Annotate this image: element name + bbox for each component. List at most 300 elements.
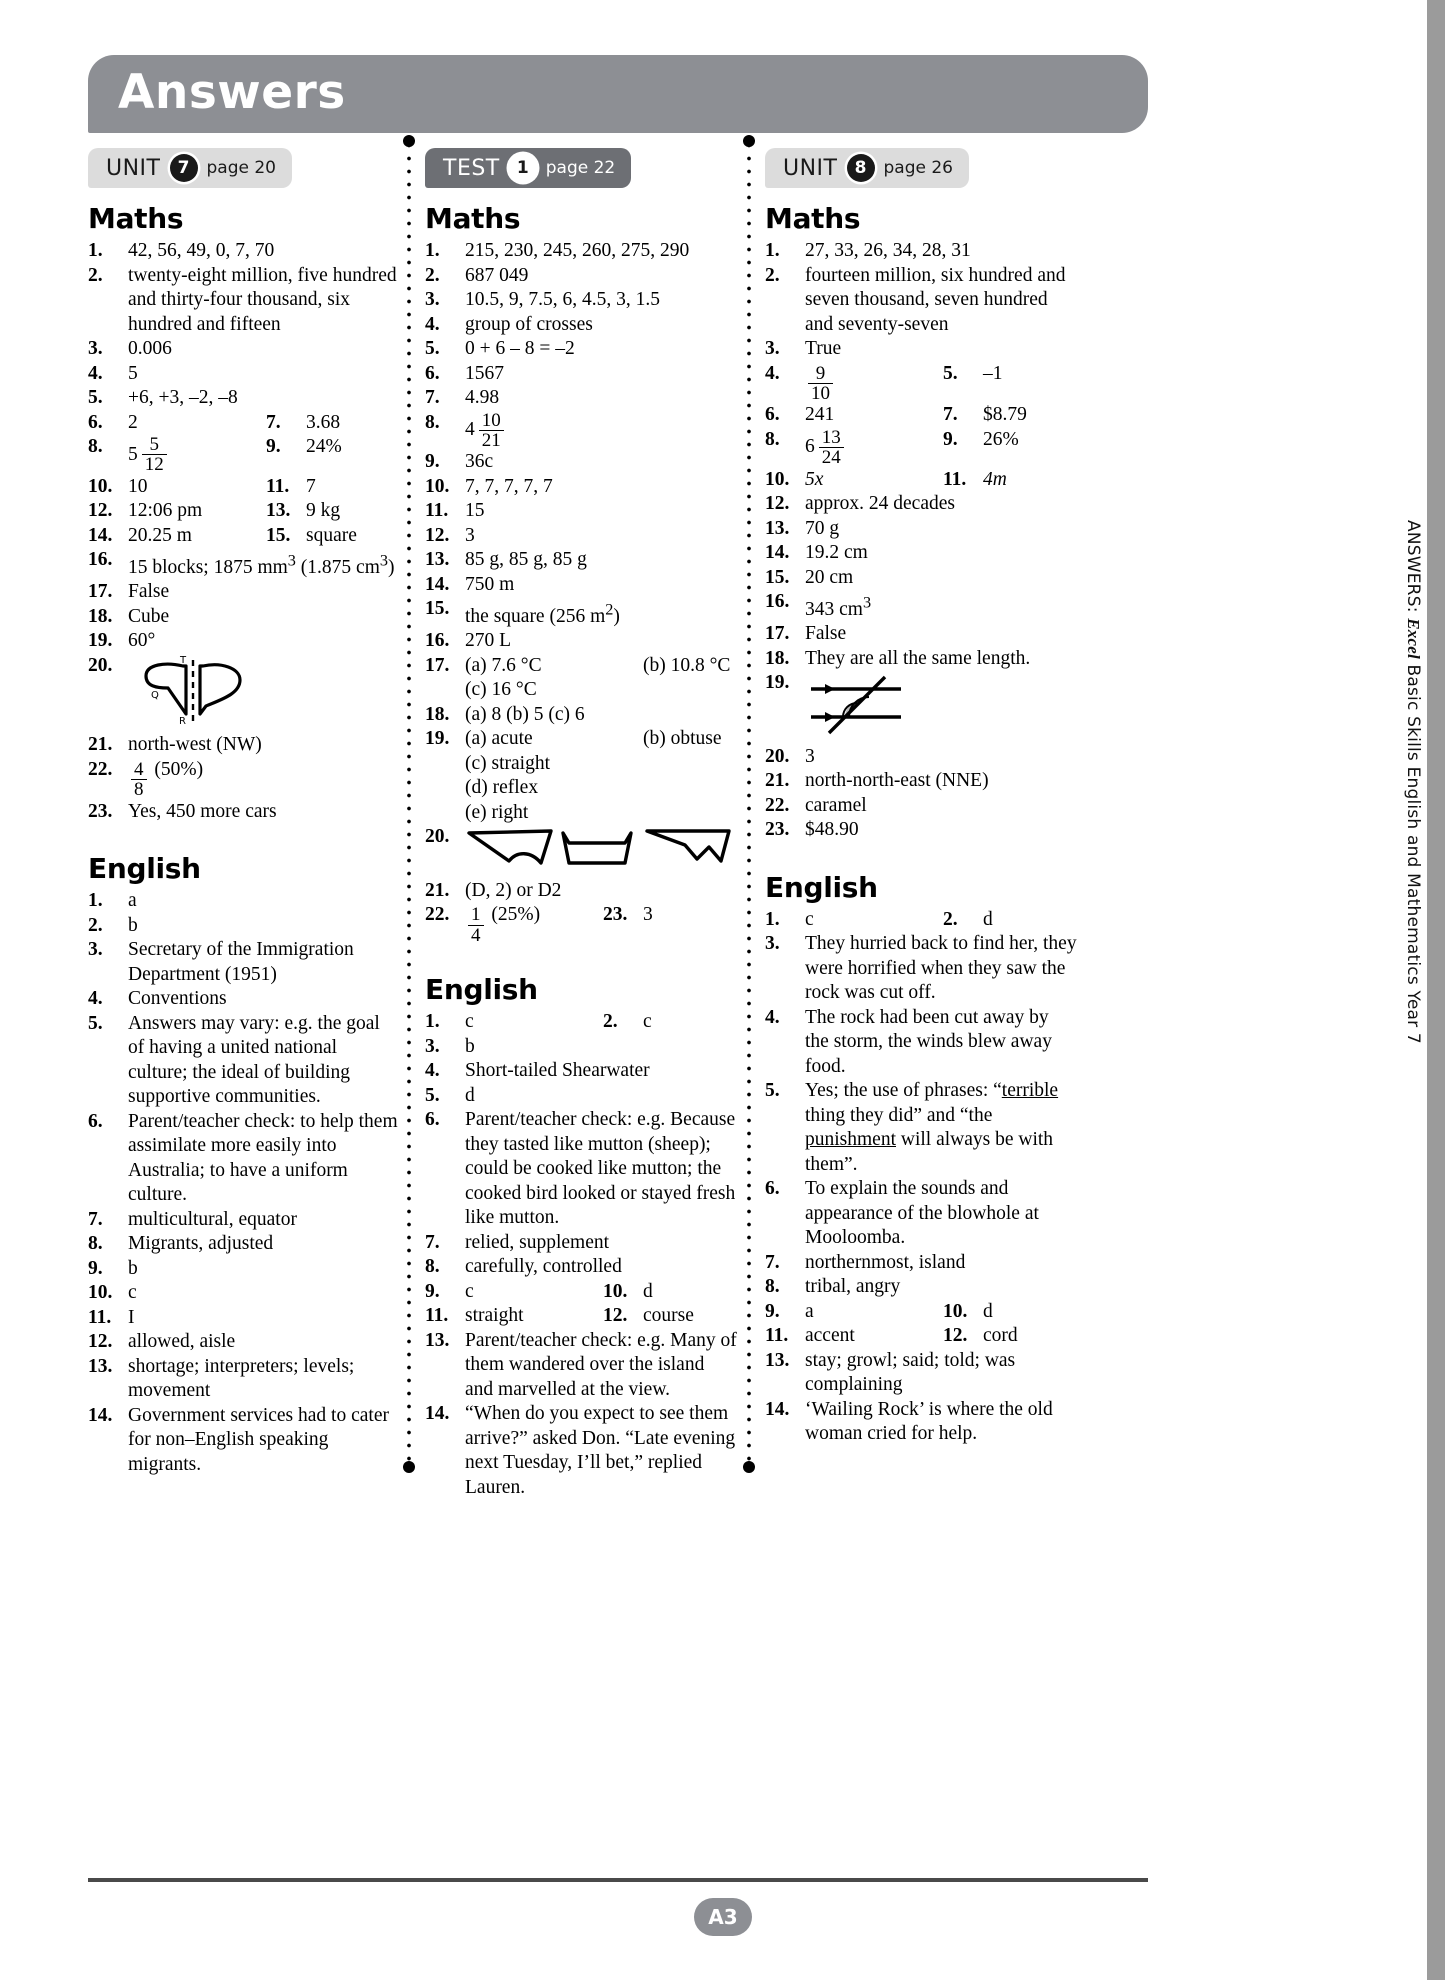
page-number-badge: A3 bbox=[694, 1898, 752, 1936]
answer-value bbox=[306, 435, 400, 460]
answer-row bbox=[765, 1275, 1077, 1300]
answer-number: 1. bbox=[88, 890, 103, 911]
sidebar-running-title bbox=[1387, 520, 1423, 1420]
answer-value bbox=[805, 590, 1077, 622]
answer-value bbox=[128, 1257, 400, 1282]
answer-text: Short-tailed Shearwater bbox=[465, 1060, 650, 1081]
answer-value bbox=[128, 1232, 400, 1257]
answer-value: (d) reflex bbox=[465, 777, 539, 799]
answer-number: 16. bbox=[765, 591, 790, 612]
answer-number: 23. bbox=[765, 819, 790, 840]
answer-value bbox=[805, 1251, 1077, 1276]
answer-value bbox=[465, 573, 737, 598]
answer-value bbox=[128, 1110, 400, 1208]
answer-text: False bbox=[805, 623, 847, 644]
answer-row bbox=[425, 1108, 737, 1231]
answer-value bbox=[128, 386, 400, 411]
answer-value bbox=[465, 1329, 737, 1403]
answer-value bbox=[465, 597, 737, 629]
answer-number: 12. bbox=[88, 500, 113, 522]
answer-row bbox=[425, 879, 737, 904]
answer-number: 3. bbox=[425, 1035, 440, 1057]
answer-number: 9. bbox=[943, 428, 958, 450]
answer-number: 6. bbox=[765, 404, 780, 426]
answer-value bbox=[465, 1108, 737, 1231]
answer-text: 9 kg bbox=[306, 500, 341, 522]
answer-row bbox=[425, 1402, 737, 1500]
answer-value bbox=[805, 264, 1077, 338]
answer-number: 13. bbox=[88, 1355, 113, 1377]
answer-text: 4.98 bbox=[465, 387, 500, 408]
answer-value bbox=[465, 288, 737, 313]
answer-value bbox=[465, 548, 737, 573]
answer-number: 15. bbox=[425, 598, 450, 620]
answer-text: c bbox=[465, 1011, 474, 1032]
answer-value bbox=[465, 362, 737, 387]
answer-row bbox=[88, 499, 400, 524]
answer-row bbox=[88, 239, 400, 264]
answer-row bbox=[765, 264, 1077, 338]
answer-number: 20. bbox=[425, 826, 450, 848]
answer-text: Answers may vary: e.g. the goal of having a united national culture; the ideal of building supportive communities. bbox=[128, 1012, 380, 1107]
answer-value bbox=[128, 1404, 400, 1478]
answer-row bbox=[425, 264, 737, 289]
answer-row bbox=[425, 1035, 737, 1060]
answer-number: 2. bbox=[88, 264, 103, 286]
answer-text: 20 cm bbox=[805, 566, 854, 588]
answer-text: carefully, controlled bbox=[465, 1256, 622, 1277]
answer-number: 3. bbox=[425, 289, 440, 310]
answer-number: 8. bbox=[88, 1233, 103, 1254]
answer-text: 5 bbox=[128, 362, 138, 384]
answer-value bbox=[128, 1281, 400, 1306]
answer-text: 3 bbox=[805, 745, 815, 767]
answer-row bbox=[765, 769, 1077, 794]
answer-row bbox=[765, 1251, 1077, 1276]
answer-text: (D, 2) or D2 bbox=[465, 879, 562, 901]
answer-value bbox=[306, 499, 400, 524]
answer-row bbox=[425, 629, 737, 654]
answer-value bbox=[805, 1324, 943, 1349]
answer-text: c bbox=[805, 908, 814, 930]
answer-row-continuation bbox=[425, 678, 737, 703]
answer-row bbox=[425, 825, 737, 879]
answer-value bbox=[983, 362, 1077, 387]
fraction-numerator: 5 bbox=[149, 434, 159, 455]
answer-value: (c) straight bbox=[465, 752, 551, 774]
answer-number: 1. bbox=[425, 240, 440, 261]
answer-text: 26% bbox=[983, 428, 1019, 450]
answer-text: 0.006 bbox=[128, 338, 172, 359]
answer-row bbox=[425, 499, 737, 524]
answer-value bbox=[128, 264, 400, 338]
answer-list-maths bbox=[425, 239, 737, 945]
answer-row bbox=[88, 629, 400, 654]
answer-value bbox=[643, 1280, 737, 1305]
answer-number: 20. bbox=[765, 745, 790, 767]
answer-text: 85 g, 85 g, 85 g bbox=[465, 549, 587, 571]
answer-value bbox=[128, 1306, 400, 1331]
answer-number: 17. bbox=[88, 581, 113, 603]
answer-value bbox=[128, 1208, 400, 1233]
answer-suffix: (25%) bbox=[491, 904, 541, 926]
answer-text: a bbox=[128, 890, 137, 911]
answer-row bbox=[88, 475, 400, 500]
answer-row bbox=[425, 313, 737, 338]
answer-value bbox=[128, 524, 266, 549]
answer-number: 11. bbox=[266, 475, 290, 497]
pill-page-reference: page 26 bbox=[883, 158, 953, 178]
answer-value bbox=[805, 428, 943, 468]
answer-number: 10. bbox=[88, 1282, 113, 1303]
pill-kind-label: UNIT bbox=[106, 155, 161, 181]
answer-row bbox=[88, 362, 400, 387]
answer-number: 5. bbox=[765, 1080, 780, 1101]
answer-text: (b) 10.8 °C bbox=[643, 654, 731, 676]
answer-value bbox=[465, 1402, 737, 1500]
answer-value bbox=[128, 733, 400, 758]
answer-number: 9. bbox=[266, 436, 281, 457]
answer-text: b bbox=[128, 914, 138, 936]
answer-row bbox=[88, 938, 400, 987]
answer-text: –1 bbox=[983, 362, 1003, 384]
subject-heading-maths: Maths bbox=[765, 202, 861, 235]
answer-text: northernmost, island bbox=[805, 1251, 966, 1273]
column-test-1 bbox=[425, 148, 737, 1500]
answer-value bbox=[805, 403, 943, 428]
answer-text: ‘Wailing Rock’ is where the old woman cried for help. bbox=[805, 1398, 1053, 1444]
answer-number: 4. bbox=[765, 1006, 780, 1028]
answer-text: north-north-east (NNE) bbox=[805, 770, 989, 791]
answer-text: 3 bbox=[465, 524, 475, 546]
answer-number: 14. bbox=[88, 524, 113, 546]
answer-number: 15. bbox=[266, 524, 291, 546]
fraction-denominator: 12 bbox=[142, 454, 167, 474]
answer-number: 12. bbox=[88, 1331, 113, 1352]
answer-row bbox=[88, 1404, 400, 1478]
answer-value bbox=[465, 654, 603, 679]
answer-value bbox=[465, 1280, 603, 1305]
answer-row bbox=[88, 654, 400, 734]
answer-text: 687 049 bbox=[465, 264, 529, 286]
answer-text: (a) 7.6 °C bbox=[465, 654, 542, 676]
answer-value bbox=[465, 1010, 603, 1035]
answer-number: 4. bbox=[88, 362, 103, 384]
answer-value bbox=[805, 517, 1077, 542]
answer-text: 15 bbox=[465, 500, 485, 522]
answer-number: 3. bbox=[765, 933, 780, 954]
answer-value bbox=[465, 1084, 737, 1109]
answer-number: 8. bbox=[425, 1256, 440, 1277]
answer-number: 10. bbox=[88, 475, 113, 497]
answer-text: +6, +3, –2, –8 bbox=[128, 387, 238, 408]
answer-number: 10. bbox=[603, 1280, 628, 1302]
answer-number: 15. bbox=[765, 566, 790, 588]
answer-text: 241 bbox=[805, 404, 835, 426]
answer-row-continuation bbox=[425, 752, 737, 777]
mixed-number bbox=[465, 905, 487, 945]
answer-value bbox=[805, 647, 1077, 672]
answer-value bbox=[465, 264, 737, 289]
answer-value bbox=[465, 239, 737, 264]
fraction-numerator: 13 bbox=[821, 426, 841, 448]
answer-row bbox=[88, 1355, 400, 1404]
answer-text: 270 L bbox=[465, 630, 512, 652]
answer-value bbox=[128, 889, 400, 914]
answer-value bbox=[128, 362, 400, 387]
answer-row bbox=[765, 622, 1077, 647]
answer-row bbox=[765, 1324, 1077, 1349]
answer-value bbox=[128, 435, 266, 475]
answer-value bbox=[805, 932, 1077, 1006]
mixed-number: 6 $\frac{13}{24}$ bbox=[805, 428, 847, 468]
answer-number: 11. bbox=[943, 468, 967, 490]
answer-value bbox=[983, 468, 1077, 493]
fraction-numerator: 1 bbox=[471, 904, 481, 926]
answer-text: c bbox=[643, 1011, 652, 1032]
answer-text: Secretary of the Immigration Department (1951) bbox=[128, 939, 354, 985]
quadrilateral-shapes-figure bbox=[465, 825, 733, 879]
answer-text: group of crosses bbox=[465, 313, 593, 335]
sidebar-emphasis: Excel bbox=[1404, 618, 1423, 659]
answer-text: Parent/teacher check: e.g. Because they tasted like mutton (sheep); could be cooked like mutton; the cooked bird looked or stayed fresh like mutton. bbox=[465, 1109, 736, 1228]
svg-text:T: T bbox=[180, 654, 187, 666]
answer-number: 22. bbox=[88, 758, 113, 780]
answer-value bbox=[465, 524, 737, 549]
page-title: Answers bbox=[118, 64, 346, 120]
pill-number-badge: 8 bbox=[847, 154, 875, 182]
answer-number: 14. bbox=[765, 1398, 790, 1420]
column-separator-2 bbox=[746, 139, 752, 1469]
answer-value bbox=[805, 1349, 1077, 1398]
answer-text: They hurried back to find her, they were horrified when they saw the rock was cut off. bbox=[805, 933, 1077, 1003]
answer-value bbox=[805, 1177, 1077, 1251]
answer-text: tribal, angry bbox=[805, 1276, 901, 1297]
mixed-number: 4 $\frac{10}{21}$ bbox=[465, 411, 507, 451]
answer-number: 2. bbox=[765, 264, 780, 286]
answer-row bbox=[765, 590, 1077, 622]
answer-text: True bbox=[805, 338, 842, 359]
answer-number: 8. bbox=[425, 411, 440, 433]
answer-row bbox=[765, 1398, 1077, 1447]
answer-list-maths bbox=[765, 239, 1077, 843]
answer-row bbox=[765, 1079, 1077, 1177]
answer-value bbox=[465, 1035, 737, 1060]
answer-row bbox=[765, 671, 1077, 745]
answer-number: 21. bbox=[425, 879, 450, 901]
answer-value bbox=[128, 499, 266, 524]
answer-value bbox=[128, 605, 400, 630]
mixed-number bbox=[128, 760, 150, 800]
answer-row bbox=[765, 1006, 1077, 1080]
answer-row bbox=[765, 566, 1077, 591]
answer-text: 1567 bbox=[465, 362, 504, 384]
answer-row bbox=[425, 654, 737, 679]
subject-heading-english: English bbox=[425, 973, 538, 1006]
answer-number: 5. bbox=[943, 362, 958, 384]
answer-row bbox=[88, 411, 400, 436]
answer-value bbox=[128, 914, 400, 939]
answer-value bbox=[983, 1300, 1077, 1325]
answer-text: d bbox=[983, 1300, 993, 1322]
answer-text: 10 bbox=[128, 475, 148, 497]
answer-number: 22. bbox=[765, 794, 790, 816]
answer-value bbox=[643, 903, 737, 928]
answer-row bbox=[425, 450, 737, 475]
answer-text: 215, 230, 245, 260, 275, 290 bbox=[465, 240, 690, 261]
answer-text: fourteen million, six hundred and seven thousand, seven hundred and seventy-seven bbox=[805, 264, 1066, 335]
answer-value bbox=[805, 492, 1077, 517]
answer-number: 6. bbox=[425, 362, 440, 384]
answer-value bbox=[805, 468, 943, 493]
answer-number: 21. bbox=[765, 770, 790, 791]
answer-value bbox=[805, 745, 1077, 770]
answer-value bbox=[805, 769, 1077, 794]
answer-value bbox=[465, 313, 737, 338]
answer-text: c bbox=[128, 1282, 137, 1303]
answer-text: 24% bbox=[306, 436, 342, 457]
answer-text: 750 m bbox=[465, 573, 515, 595]
fraction bbox=[479, 411, 504, 451]
section-header-pill-unit-8 bbox=[765, 148, 969, 188]
svg-text:R: R bbox=[179, 715, 186, 726]
answer-number: 7. bbox=[425, 1231, 440, 1253]
answer-number: 1. bbox=[425, 1011, 440, 1032]
answer-text: 7, 7, 7, 7, 7 bbox=[465, 475, 553, 497]
answer-number: 18. bbox=[765, 647, 790, 669]
answer-row bbox=[425, 1231, 737, 1256]
answer-row bbox=[425, 1084, 737, 1109]
answer-number: 8. bbox=[765, 428, 780, 450]
answer-value bbox=[805, 566, 1077, 591]
reflection-shape-figure bbox=[128, 654, 268, 734]
answer-number: 11. bbox=[765, 1325, 789, 1346]
answer-number: 5. bbox=[425, 1084, 440, 1106]
answer-value bbox=[128, 654, 400, 734]
answer-text: 42, 56, 49, 0, 7, 70 bbox=[128, 240, 275, 261]
answer-number: 6. bbox=[88, 1110, 103, 1132]
answer-number: 10. bbox=[765, 468, 790, 490]
column-unit-8 bbox=[765, 148, 1077, 1447]
answer-number: 20. bbox=[88, 654, 113, 676]
answer-number: 10. bbox=[425, 475, 450, 497]
answer-number: 1. bbox=[765, 908, 780, 930]
answer-text: $8.79 bbox=[983, 404, 1027, 426]
answer-text: allowed, aisle bbox=[128, 1331, 236, 1352]
answer-text: 36c bbox=[465, 451, 494, 473]
answer-number: 8. bbox=[765, 1276, 780, 1297]
answer-number: 3. bbox=[88, 338, 103, 359]
answer-row bbox=[425, 727, 737, 752]
answer-number: 1. bbox=[88, 240, 103, 261]
answer-text: 4m bbox=[983, 468, 1007, 490]
answer-row bbox=[425, 411, 737, 451]
answer-row bbox=[765, 745, 1077, 770]
answer-number: 9. bbox=[425, 451, 440, 473]
answer-number: 19. bbox=[765, 672, 790, 693]
answer-row bbox=[88, 987, 400, 1012]
answer-number: 13. bbox=[266, 500, 291, 522]
mixed-number bbox=[805, 364, 836, 404]
answer-text: 3 bbox=[643, 904, 653, 926]
answer-number: 13. bbox=[425, 1329, 450, 1351]
answer-number: 9. bbox=[765, 1300, 780, 1322]
answer-value bbox=[465, 825, 737, 879]
answer-number: 2. bbox=[943, 908, 958, 930]
separator-cap-bottom bbox=[403, 1461, 415, 1473]
answer-value bbox=[465, 475, 737, 500]
answer-text: I bbox=[128, 1306, 135, 1328]
answer-row bbox=[765, 932, 1077, 1006]
fraction-numerator: 9 bbox=[815, 362, 826, 384]
answer-text: course bbox=[643, 1305, 694, 1326]
answer-row bbox=[88, 1330, 400, 1355]
answer-number: 12. bbox=[603, 1305, 628, 1326]
answer-number: 13. bbox=[425, 549, 450, 571]
answer-number: 10. bbox=[943, 1300, 968, 1322]
answer-text: 12:06 pm bbox=[128, 500, 203, 522]
answer-text: square bbox=[306, 524, 357, 546]
answer-number: 7. bbox=[266, 411, 281, 433]
answer-value: (e) right bbox=[465, 801, 529, 823]
answer-number: 4. bbox=[425, 1060, 440, 1081]
answer-value bbox=[465, 1304, 603, 1329]
answer-text: Yes, 450 more cars bbox=[128, 800, 277, 822]
answer-number: 17. bbox=[765, 623, 790, 644]
answer-row bbox=[765, 492, 1077, 517]
sidebar-suffix: Basic Skills English and Mathematics Year 7 bbox=[1403, 658, 1423, 1044]
answer-row bbox=[88, 548, 400, 580]
answer-row bbox=[765, 794, 1077, 819]
answer-number: 14. bbox=[425, 1403, 450, 1424]
answer-value bbox=[983, 1324, 1077, 1349]
fraction-denominator: 24 bbox=[819, 447, 844, 467]
answer-number: 23. bbox=[603, 904, 628, 926]
answer-value bbox=[128, 758, 400, 800]
answer-number: 8. bbox=[88, 436, 103, 457]
fraction-denominator: 4 bbox=[468, 925, 484, 945]
answer-number: 11. bbox=[425, 1305, 449, 1326]
answer-value bbox=[465, 386, 737, 411]
answer-value bbox=[465, 629, 737, 654]
answer-number: 2. bbox=[603, 1011, 618, 1032]
answer-number: 22. bbox=[425, 904, 450, 926]
answer-row bbox=[765, 541, 1077, 566]
column-separator-1 bbox=[406, 139, 412, 1469]
answer-value bbox=[128, 987, 400, 1012]
answer-text: $48.90 bbox=[805, 819, 859, 840]
answer-number: 19. bbox=[425, 728, 450, 750]
answer-value bbox=[465, 411, 737, 451]
answer-row bbox=[88, 435, 400, 475]
subject-heading-maths: Maths bbox=[425, 202, 521, 235]
separator-cap-top bbox=[743, 135, 755, 147]
page-edge-stripe bbox=[1427, 0, 1445, 1980]
sidebar-prefix: ANSWERS: bbox=[1403, 520, 1423, 619]
answer-row bbox=[425, 1329, 737, 1403]
subject-heading-english: English bbox=[765, 870, 878, 904]
fraction-denominator: 21 bbox=[479, 430, 504, 450]
answer-row bbox=[88, 1110, 400, 1208]
answer-value bbox=[805, 1079, 1077, 1177]
separator-cap-bottom bbox=[743, 1461, 755, 1473]
answer-number: 11. bbox=[88, 1306, 112, 1328]
answer-text: Migrants, adjusted bbox=[128, 1233, 274, 1254]
answer-row bbox=[425, 573, 737, 598]
answer-row bbox=[425, 524, 737, 549]
answer-text: d bbox=[465, 1084, 475, 1106]
fraction bbox=[808, 364, 833, 404]
